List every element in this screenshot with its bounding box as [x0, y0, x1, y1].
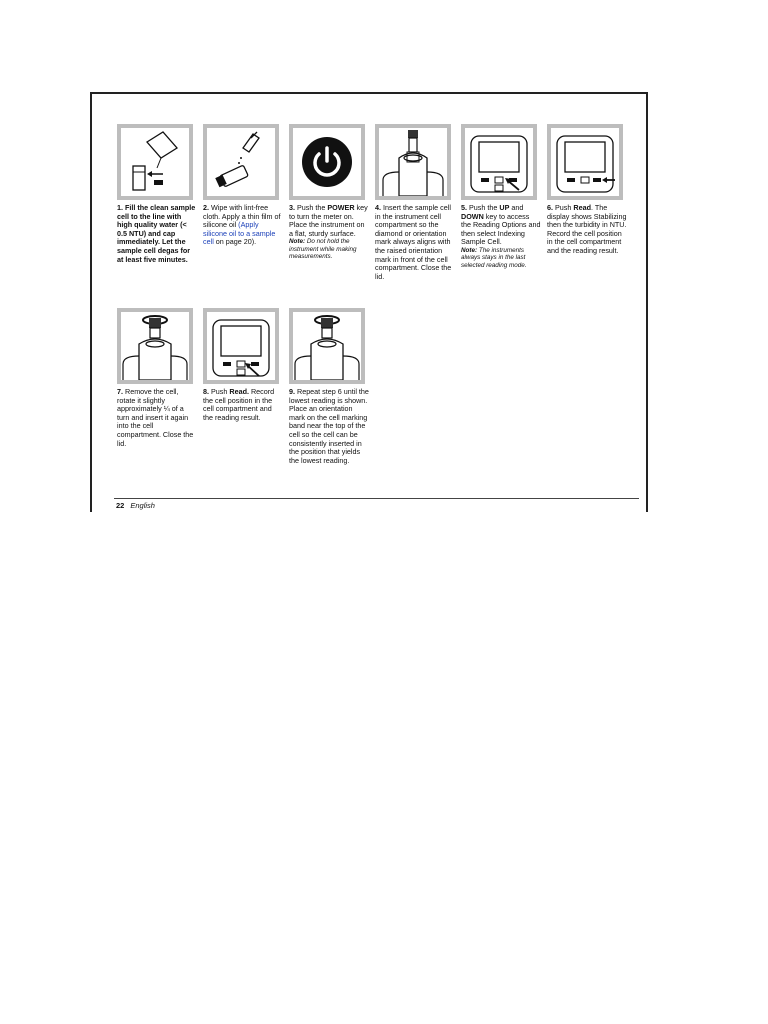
silicone-oil-link[interactable]: (Apply silicone oil to a sample cell: [203, 220, 276, 247]
step-5: [461, 124, 541, 269]
footer-language: English: [130, 501, 155, 510]
step-1-text: 1. Fill the clean sample cell to the line with high quality water (< 0.5 NTU) and cap immediately. Let the sample cell degas for at least five minutes.: [117, 203, 196, 264]
step-6-text: 6. Push Read. The display shows Stabilizing then the turbidity in NTU. Record the cell position in the cell compartment and the reading result.: [547, 203, 627, 255]
step-6-illustration: [547, 124, 623, 200]
page-number: 22: [116, 501, 125, 510]
step-5-text: 5. Push the UP and DOWN key to access the Reading Options and then select Indexing Sample Cell. Note: The instruments always stays in the last selected reading mode.: [461, 203, 541, 269]
step-3-note: Note: Do not hold the instrument while making measurements.: [289, 238, 357, 261]
step-5-illustration: [461, 124, 537, 200]
wipe-cell-icon: [207, 128, 275, 196]
meter-read-icon: [551, 128, 619, 196]
power-icon: [293, 128, 361, 196]
footer-rule: [114, 498, 639, 499]
step-2: [203, 124, 283, 247]
step-3: [289, 124, 369, 261]
step-9: [289, 308, 369, 465]
instruction-panel: [90, 92, 648, 512]
step-3-illustration: [289, 124, 365, 200]
meter-read-icon: [207, 312, 275, 380]
rotate-cell-icon: [121, 312, 189, 380]
repeat-cell-icon: [293, 312, 361, 380]
step-9-text: 9. Repeat step 6 until the lowest reading is shown. Place an orientation mark on the cell marking band near the top of the cell so the cell can be consistently inserted in the position that yields the lowest reading.: [289, 387, 369, 465]
step-7-illustration: [117, 308, 193, 384]
step-1-illustration: [117, 124, 193, 200]
step-6: [547, 124, 627, 256]
step-5-note: Note: The instruments always stays in the last selected reading mode.: [461, 246, 527, 269]
step-7-text: 7. Remove the cell, rotate it slightly approximately ¼ of a turn and insert it again into the cell compartment. Close the lid.: [117, 387, 194, 448]
step-4-illustration: [375, 124, 451, 200]
step-8-text: 8. Push Read. Record the cell position in the cell compartment and the reading result.: [203, 387, 275, 422]
step-7: [117, 308, 197, 448]
step-8: [203, 308, 283, 422]
step-2-text: 2. Wipe with lint-free cloth. Apply a thin film of silicone oil (Apply silicone oil to a sample cell on page 20).: [203, 203, 281, 247]
step-3-text: 3. Push the POWER key to turn the meter on. Place the instrument on a flat, sturdy surface. Note: Do not hold the instrument while making measurements.: [289, 203, 368, 261]
step-4: [375, 124, 455, 281]
step-1: [117, 124, 197, 264]
page-footer: [116, 501, 155, 510]
meter-keys-icon: [465, 128, 533, 196]
fill-cell-icon: [121, 128, 189, 196]
step-9-illustration: [289, 308, 365, 384]
step-8-illustration: [203, 308, 279, 384]
step-4-text: 4. Insert the sample cell in the instrument cell compartment so the diamond or orientation mark always aligns with the raised orientation mark in front of the cell compartment. Close the lid.: [375, 203, 452, 281]
insert-cell-icon: [379, 128, 447, 196]
step-2-illustration: [203, 124, 279, 200]
